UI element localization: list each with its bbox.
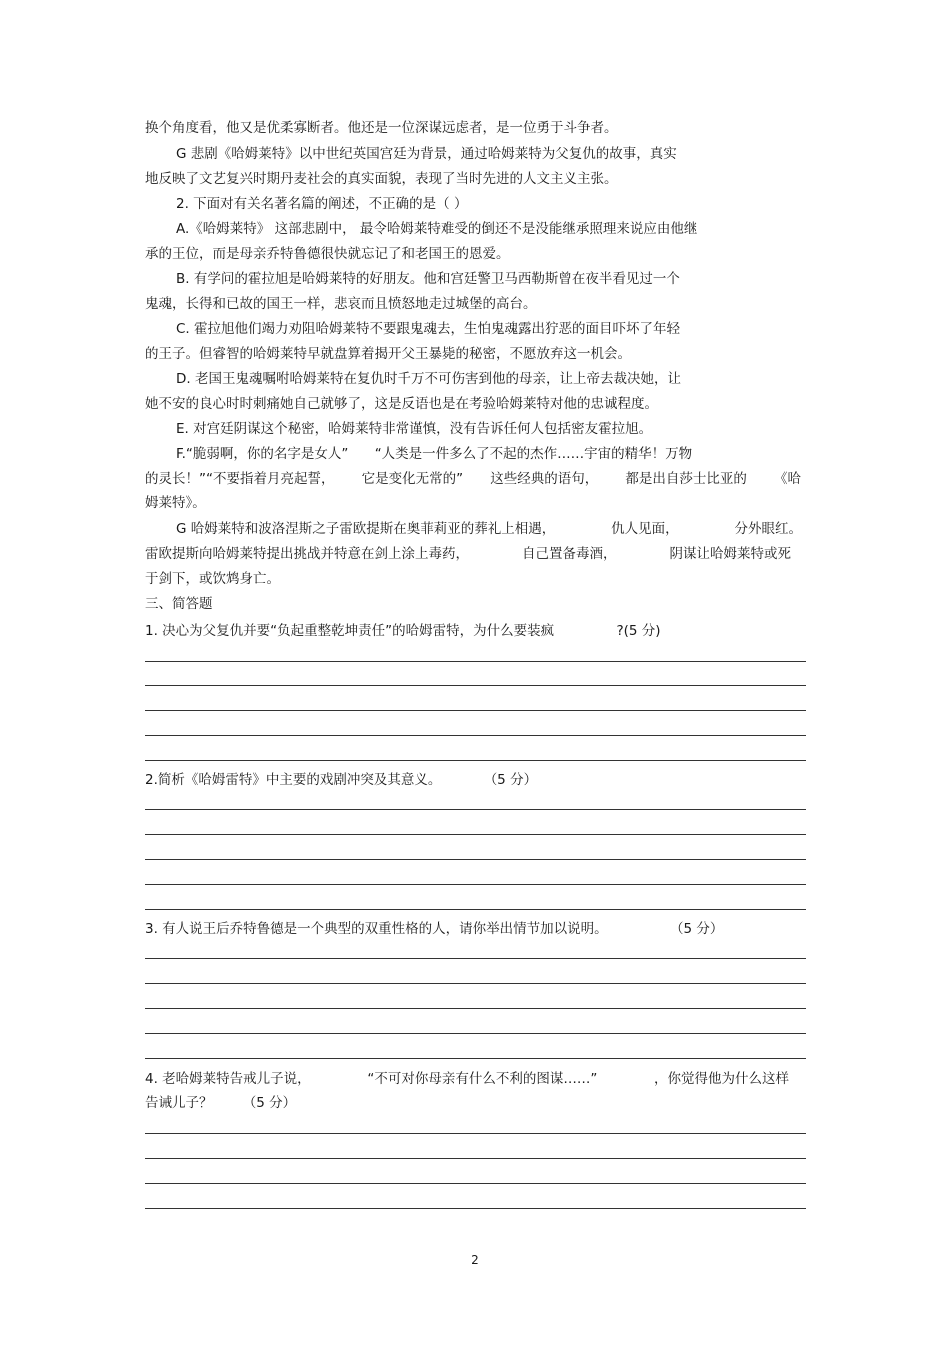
option-f-line2-part1: 的灵长！”“不要指着月亮起誓， [145,471,335,487]
answer-line[interactable] [145,983,806,984]
option-a-line1: A.《哈姆莱特》 这部悲剧中， 最令哈姆莱特难受的倒还不是没能继承照理来说应由他继 [176,221,698,237]
option-e: E. 对宫廷阴谋这个秘密，哈姆莱特非常谨慎，没有告诉任何人包括密友霍拉旭。 [176,421,653,437]
short-answer-q4-line2-text: 告诫儿子？ [145,1095,213,1111]
short-answer-q3 [145,920,723,938]
option-g-line1: G 悲剧《哈姆莱特》以中世纪英国宫廷为背景，通过哈姆莱特为父复仇的故事，真实 [176,146,677,162]
answer-line[interactable] [145,859,806,860]
option-g-line2: 地反映了文艺复兴时期丹麦社会的真实面貌，表现了当时先进的人文主义主张。 [145,171,618,187]
section3-heading: 三、简答题 [145,596,213,612]
short-answer-q2-score: （5 分） [483,772,538,788]
option-g2-line1-part1: G 哈姆莱特和波洛涅斯之子雷欧提斯在奥菲莉亚的葬礼上相遇， [176,521,556,537]
option-b-line1: B. 有学问的霍拉旭是哈姆莱特的好朋友。他和宫廷警卫马西勒斯曾在夜半看见过一个 [176,271,680,287]
answer-line[interactable] [145,1008,806,1009]
option-g2-line3: 于剑下，或饮鸩身亡。 [145,571,280,587]
short-answer-q4-part1: 4. 老哈姆莱特告戒儿子说， [145,1071,311,1087]
option-f-line2-part2: 它是变化无常的” [361,471,464,487]
answer-line[interactable] [145,1158,806,1159]
short-answer-q3-score: （5 分） [669,921,724,937]
option-f-line1-part1: F.“脆弱啊，你的名字是女人” [176,446,349,462]
answer-line[interactable] [145,834,806,835]
answer-line[interactable] [145,1133,806,1134]
short-answer-q4-line1 [145,1070,789,1088]
option-a-line2: 承的王位，而是母亲乔特鲁德很快就忘记了和老国王的恩爱。 [145,246,510,262]
option-f-line2-part4: 都是出自莎士比亚的 [625,471,747,487]
option-g2-line2-part3: 阴谋让哈姆莱特或死 [669,546,791,562]
answer-line[interactable] [145,760,806,761]
short-answer-q3-text: 3. 有人说王后乔特鲁德是一个典型的双重性格的人，请你举出情节加以说明。 [145,921,608,937]
option-f-line2-part3: 这些经典的语句， [490,471,599,487]
answer-line[interactable] [145,1033,806,1034]
option-g2-line1 [176,520,802,538]
short-answer-q2 [145,771,537,789]
answer-line[interactable] [145,1208,806,1209]
option-f-line2 [145,470,801,488]
option-c-line2: 的王子。但睿智的哈姆莱特早就盘算着揭开父王暴毙的秘密，不愿放弃这一机会。 [145,346,631,362]
short-answer-q4-part3: ，你觉得他为什么这样 [653,1071,789,1087]
option-f-line2-part5: 《哈 [774,471,801,487]
option-c-line1: C. 霍拉旭他们竭力劝阻哈姆莱特不要跟鬼魂去，生怕鬼魂露出狞恶的面目吓坏了年轻 [176,321,681,337]
option-g2-line1-part2: 仇人见面， [611,521,679,537]
option-g2-line2 [145,545,791,563]
question2-stem: 2. 下面对有关名著名篇的阐述，不正确的是（ ） [176,196,468,212]
short-answer-q1-score: ?(5 分) [616,623,661,639]
answer-line[interactable] [145,909,806,910]
short-answer-q4-line2 [145,1094,296,1112]
option-f-line1 [176,445,746,463]
short-answer-q4-score: （5 分） [242,1095,297,1111]
answer-line[interactable] [145,884,806,885]
option-g2-line2-part2: 自己置备毒酒， [522,546,617,562]
answer-line[interactable] [145,710,806,711]
short-answer-q1-text: 1. 决心为父复仇并要“负起重整乾坤责任”的哈姆雷特，为什么要装疯 [145,623,555,639]
answer-line[interactable] [145,735,806,736]
option-f-line3: 姆莱特》。 [145,495,206,511]
short-answer-q1 [145,622,661,640]
answer-line[interactable] [145,661,806,662]
short-answer-q2-text: 2.简析《哈姆雷特》中主要的戏剧冲突及其意义。 [145,772,442,788]
answer-line[interactable] [145,685,806,686]
option-g2-line2-part1: 雷欧提斯向哈姆莱特提出挑战并特意在剑上涂上毒药， [145,546,469,562]
short-answer-q4-part2: “不可对你母亲有什么不利的图谋……” [367,1071,598,1087]
option-f-line1-part2: “人类是一件多么了不起的杰作……宇宙的精华！万物 [374,446,693,462]
answer-line[interactable] [145,1058,806,1059]
option-d-line1: D. 老国王鬼魂嘱咐哈姆莱特在复仇时千万不可伤害到他的母亲，让上帝去裁决她，让 [176,371,681,387]
option-f-continuation: 换个角度看，他又是优柔寡断者。他还是一位深谋远虑者，是一位勇于斗争者。 [145,120,618,136]
option-b-line2: 鬼魂，长得和已故的国王一样，悲哀而且愤怒地走过城堡的高台。 [145,296,537,312]
option-d-line2: 她不安的良心时时刺痛她自己就够了，这是反语也是在考验哈姆莱特对他的忠诚程度。 [145,396,658,412]
page-number: 2 [471,1253,479,1267]
answer-line[interactable] [145,1183,806,1184]
answer-line[interactable] [145,958,806,959]
option-g2-line1-part3: 分外眼红。 [734,521,802,537]
answer-line[interactable] [145,809,806,810]
